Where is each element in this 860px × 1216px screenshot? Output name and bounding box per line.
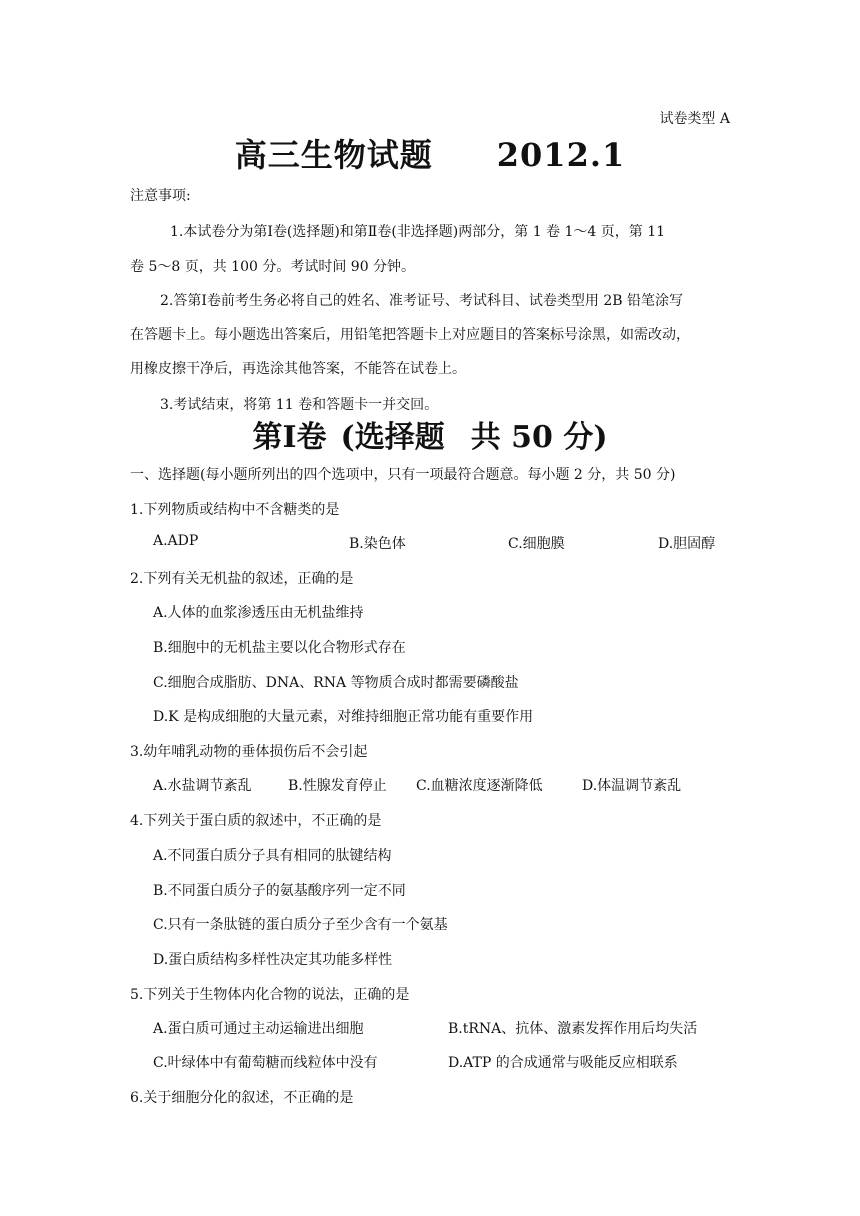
page-title <box>0 130 860 176</box>
q1-option-c: C.细胞膜 <box>508 536 565 552</box>
section-instructions: 一、选择题(每小题所列出的四个选项中，只有一项最符合题意。每小题 2 分，共 50 分) <box>130 467 676 483</box>
question-stem-4: 4.下列关于蛋白质的叙述中，不正确的是 <box>130 813 382 829</box>
q3-option-a: A.水盐调节紊乱 <box>153 778 252 794</box>
section-title <box>0 412 860 456</box>
q2-option-a: A.人体的血浆渗透压由无机盐维持 <box>153 605 364 621</box>
section-title-part: 第Ⅰ卷 <box>252 420 327 455</box>
notice-heading: 注意事项: <box>130 188 191 204</box>
q5-option-d: D.ATP 的合成通常与吸能反应相联系 <box>448 1055 678 1071</box>
section-title-type: (选择题 <box>340 420 445 455</box>
q2-option-c: C.细胞合成脂肪、DNA、RNA 等物质合成时都需要磷酸盐 <box>153 675 519 691</box>
section-title-score: 共 50 分) <box>470 420 608 455</box>
notice-item-1-line-2: 卷 5～8 页，共 100 分。考试时间 90 分钟。 <box>130 259 416 275</box>
q1-option-a: A.ADP <box>153 533 199 549</box>
q1-option-b: B.染色体 <box>349 536 406 552</box>
q1-option-d: D.胆固醇 <box>658 536 716 552</box>
notice-item-2-line-3: 用橡皮擦干净后，再选涂其他答案，不能答在试卷上。 <box>130 361 466 377</box>
question-stem-3: 3.幼年哺乳动物的垂体损伤后不会引起 <box>130 744 368 760</box>
notice-item-3: 3.考试结束，将第 11 卷和答题卡一并交回。 <box>160 397 439 413</box>
q4-option-a: A.不同蛋白质分子具有相同的肽键结构 <box>153 848 392 864</box>
q4-option-d: D.蛋白质结构多样性决定其功能多样性 <box>153 952 393 968</box>
question-stem-6: 6.关于细胞分化的叙述，不正确的是 <box>130 1090 354 1106</box>
q3-option-b: B.性腺发育停止 <box>288 778 387 794</box>
question-stem-2: 2.下列有关无机盐的叙述，正确的是 <box>130 571 354 587</box>
notice-item-2-line-1: 2.答第Ⅰ卷前考生务必将自己的姓名、准考证号、考试科目、试卷类型用 2B 铅笔涂写 <box>160 293 683 309</box>
notice-item-2-line-2: 在答题卡上。每小题选出答案后，用铅笔把答题卡上对应题目的答案标号涂黑，如需改动， <box>130 327 690 343</box>
notice-item-1-line-1: 1.本试卷分为第Ⅰ卷(选择题)和第Ⅱ卷(非选择题)两部分，第 1 卷 1～4 页，第 11 <box>170 224 666 240</box>
q3-option-c: C.血糖浓度逐渐降低 <box>416 778 543 794</box>
q4-option-b: B.不同蛋白质分子的氨基酸序列一定不同 <box>153 883 406 899</box>
title-text: 高三生物试题 <box>234 136 433 174</box>
question-stem-1: 1.下列物质或结构中不含糖类的是 <box>130 502 340 518</box>
paper-type-label: 试卷类型 A <box>659 111 730 127</box>
q5-option-b: B.tRNA、抗体、激素发挥作用后均失活 <box>448 1021 698 1037</box>
q3-option-d: D.体温调节紊乱 <box>582 778 682 794</box>
q5-option-c: C.叶绿体中有葡萄糖而线粒体中没有 <box>153 1055 378 1071</box>
question-stem-5: 5.下列关于生物体内化合物的说法，正确的是 <box>130 987 410 1003</box>
q2-option-d: D.K 是构成细胞的大量元素，对维持细胞正常功能有重要作用 <box>153 709 534 725</box>
title-year: 2012.1 <box>496 136 626 174</box>
q4-option-c: C.只有一条肽链的蛋白质分子至少含有一个氨基 <box>153 917 448 933</box>
q5-option-a: A.蛋白质可通过主动运输进出细胞 <box>153 1021 364 1037</box>
q2-option-b: B.细胞中的无机盐主要以化合物形式存在 <box>153 640 406 656</box>
